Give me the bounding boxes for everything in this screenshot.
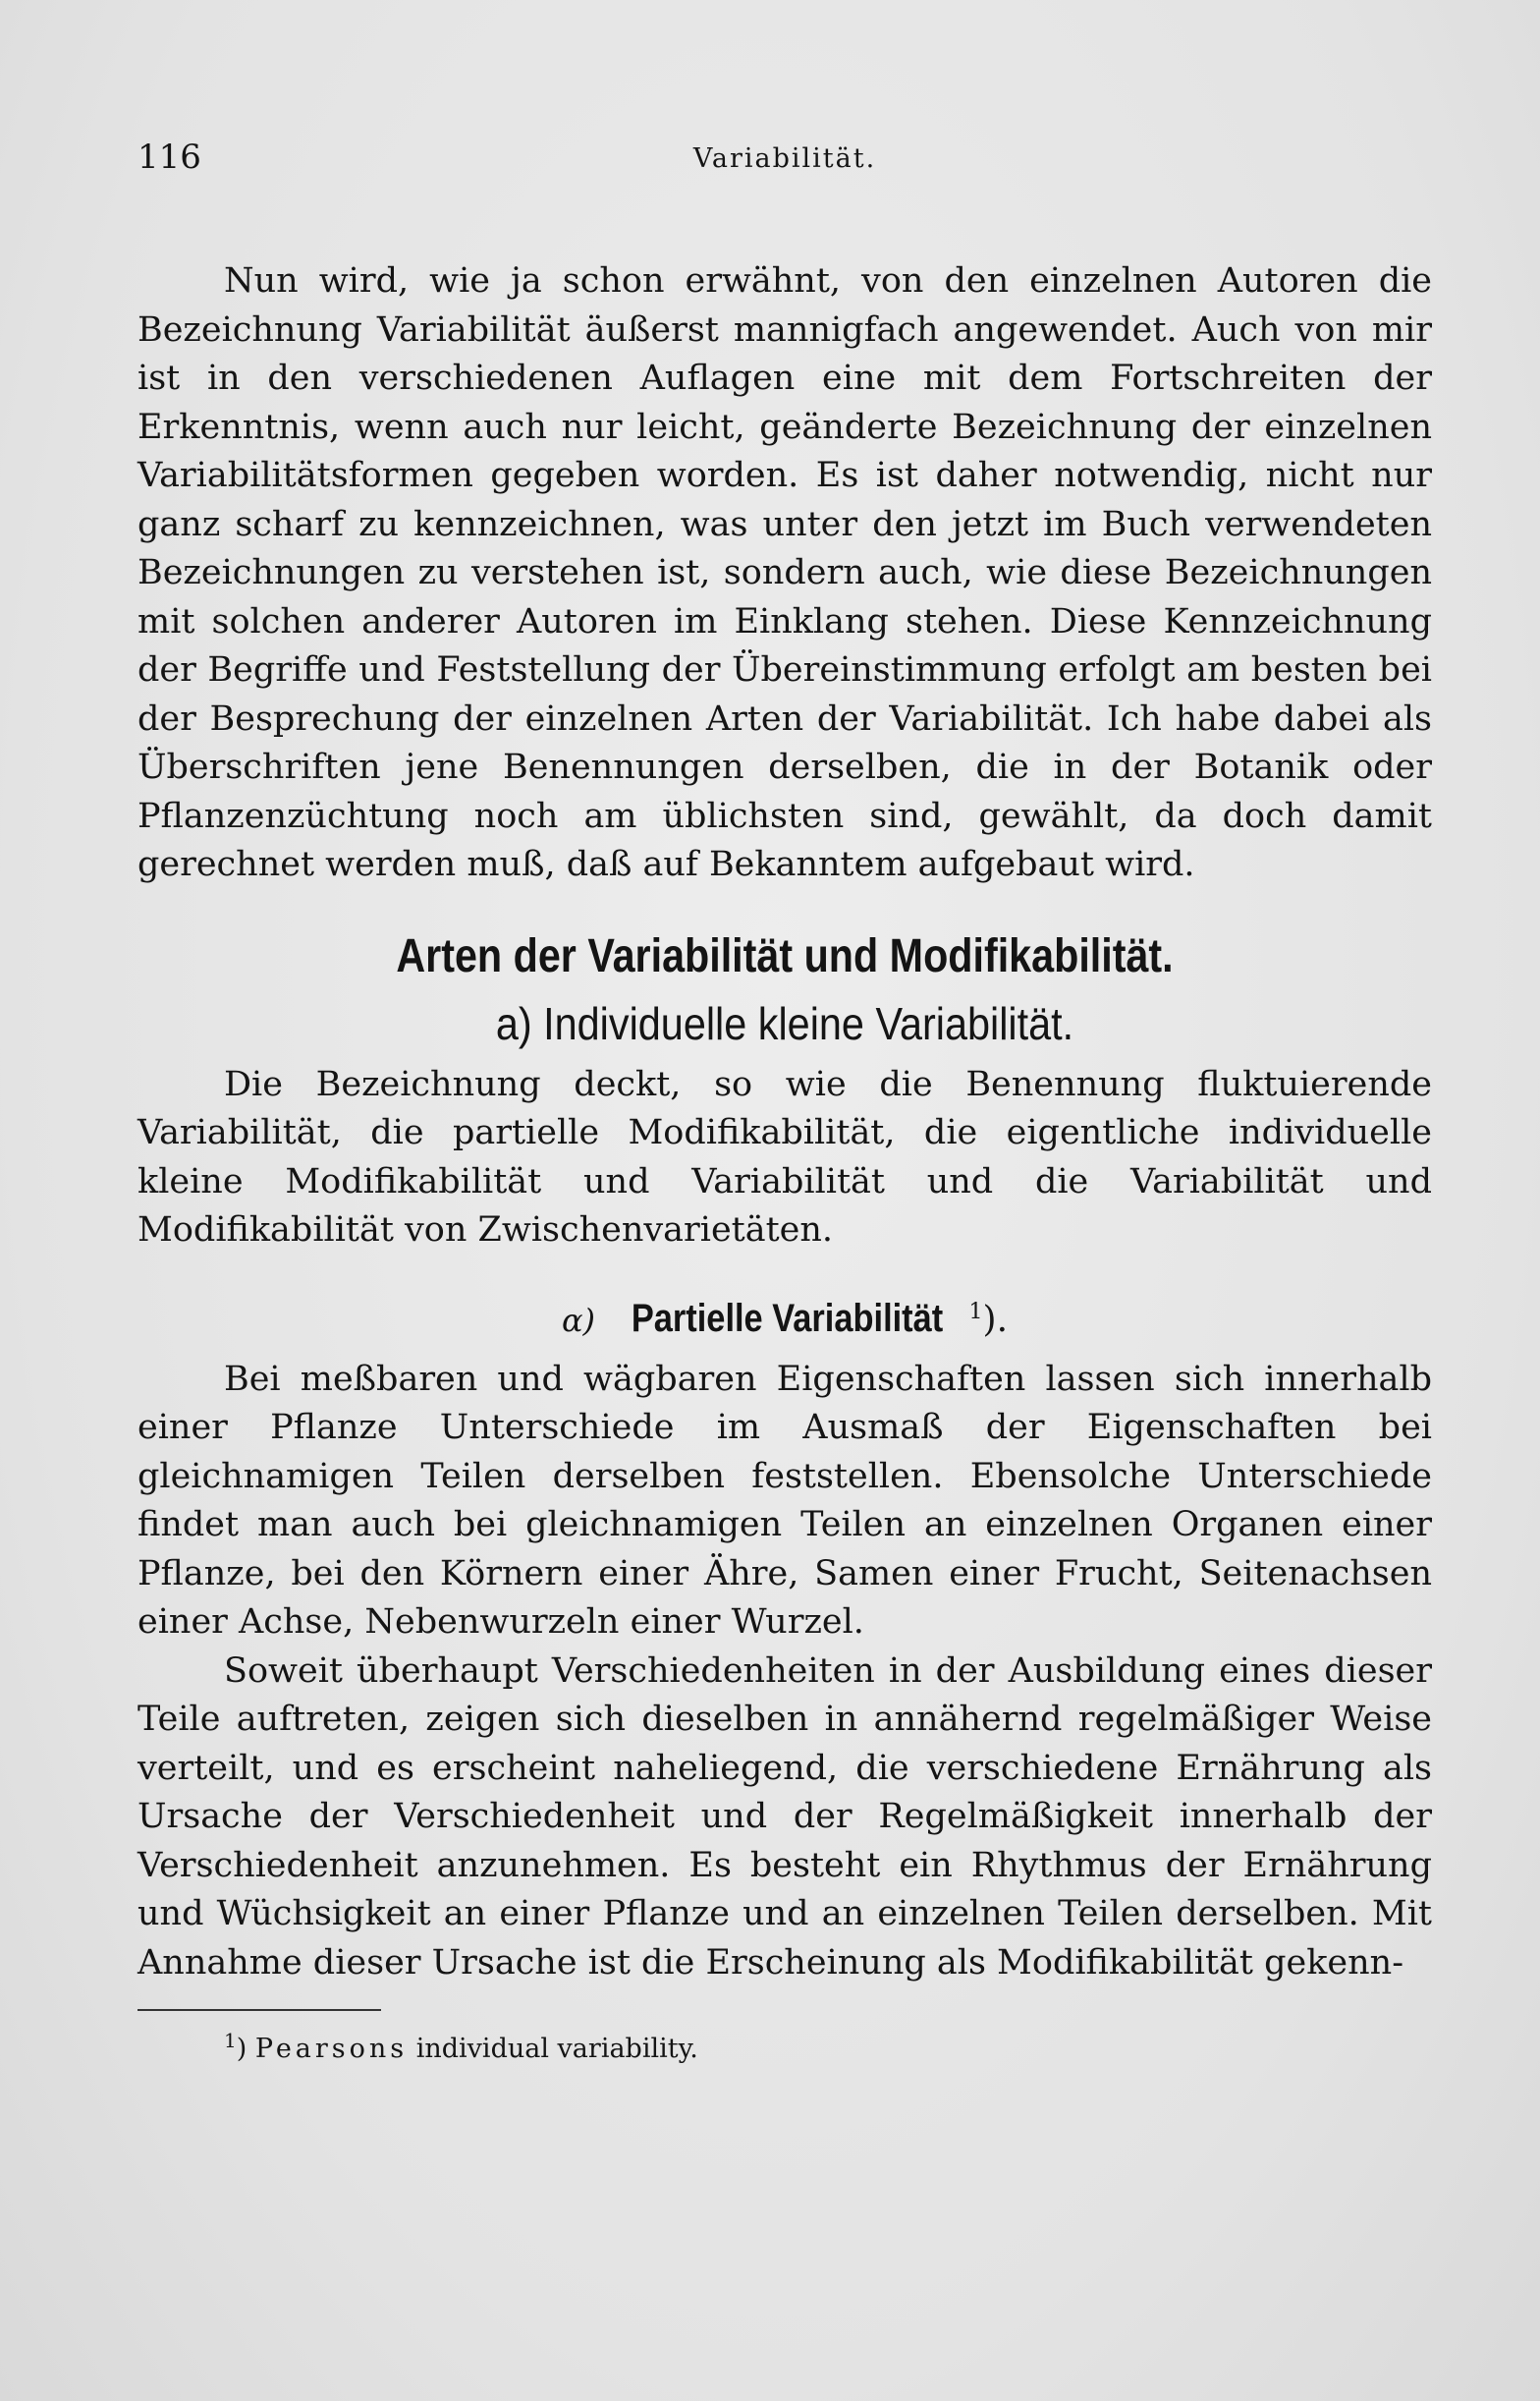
body-paragraph-2: Bei meßbaren und wägbaren Eigenschaften lassen sich innerhalb einer Pflanze Unterschiede im Ausmaß der Eigenschaften bei gleichnamigen Teilen derselben feststellen. Ebensolche Unterschiede findet man auch bei gleichnamigen Teilen an einzelnen Organen einer Pflanze, bei den Körnern einer Ähre, Samen einer Frucht, Seitenachsen einer Achse, Nebenwurzeln einer Wurzel. xyxy=(138,1359,1432,1642)
subsubsection-closing: ). xyxy=(982,1299,1009,1340)
footnote-text: individual variability. xyxy=(408,2034,698,2064)
subsection-paragraph: Die Bezeichnung deckt, so wie die Benennung fluktuierende Variabilität, die partielle Modifikabilität, die eigentliche individuelle kleine Modifikabilität und Variabilität und die Variabilität und Modifikabilität von Zwischenvarietäten. xyxy=(138,1064,1432,1250)
subsubsection-heading xyxy=(138,1295,1432,1344)
section-heading: Arten der Variabilität und Modifikabilität. xyxy=(396,929,1174,982)
footnote-divider xyxy=(138,2009,381,2011)
subsubsection-marker: α) xyxy=(561,1301,596,1339)
body-paragraph-3: Soweit überhaupt Verschiedenheiten in der Ausbildung eines dieser Teile auftreten, zeigen sich dieselben in annähernd regelmäßiger Weise verteilt, und es erscheint naheliegend, die verschiedene Ernährung als Ursache der Verschiedenheit und der Regelmäßigkeit innerhalb der Verschiedenheit anzunehmen. Es besteht ein Rhythmus der Ernährung und Wüchsigkeit an einer Pflanze und an einzelnen Teilen derselben. Mit Annahme dieser Ursache ist die Erscheinung als Modifikabilität gekenn- xyxy=(138,1650,1432,1982)
subsubsection-title: Partielle Variabilität xyxy=(632,1296,944,1340)
footnote-author: Pearsons xyxy=(254,2034,409,2064)
footnote-reference[interactable]: 1 xyxy=(968,1299,983,1324)
running-head xyxy=(138,138,1432,196)
intro-paragraph: Nun wird, wie ja schon erwähnt, von den einzelnen Autoren die Bezeichnung Variabilität äußerst mannigfach angewendet. Auch von mir ist in den verschiedenen Auflagen eine mit dem Fortschreiten der Erkenntnis, wenn auch nur leicht, geänderte Bezeichnung der einzelnen Variabilitätsformen gegeben worden. Es ist daher notwendig, nicht nur ganz scharf zu kennzeichnen, was unter den jetzt im Buch verwendeten Bezeichnungen zu verstehen ist, sondern auch, wie diese Bezeichnungen mit solchen anderer Autoren im Einklang stehen. Diese Kennzeichnung der Begriffe und Feststellung der Übereinstimmung erfolgt am besten bei der Besprechung der einzelnen Arten der Variabilität. Ich habe dabei als Überschriften jene Benennungen derselben, die in der Botanik oder Pflanzenzüchtung noch am üblichsten sind, gewählt, da doch damit gerechnet werden muß, daß auf Bekanntem aufgebaut wird. xyxy=(138,261,1432,884)
page-number: 116 xyxy=(138,138,201,177)
footnote-mark: 1 xyxy=(224,2029,237,2052)
running-title: Variabilität. xyxy=(692,143,877,174)
subsection-heading: a) Individuelle kleine Variabilität. xyxy=(495,997,1074,1049)
footnote: $^1$) Pearsons individual variability. xyxy=(224,2029,698,2064)
